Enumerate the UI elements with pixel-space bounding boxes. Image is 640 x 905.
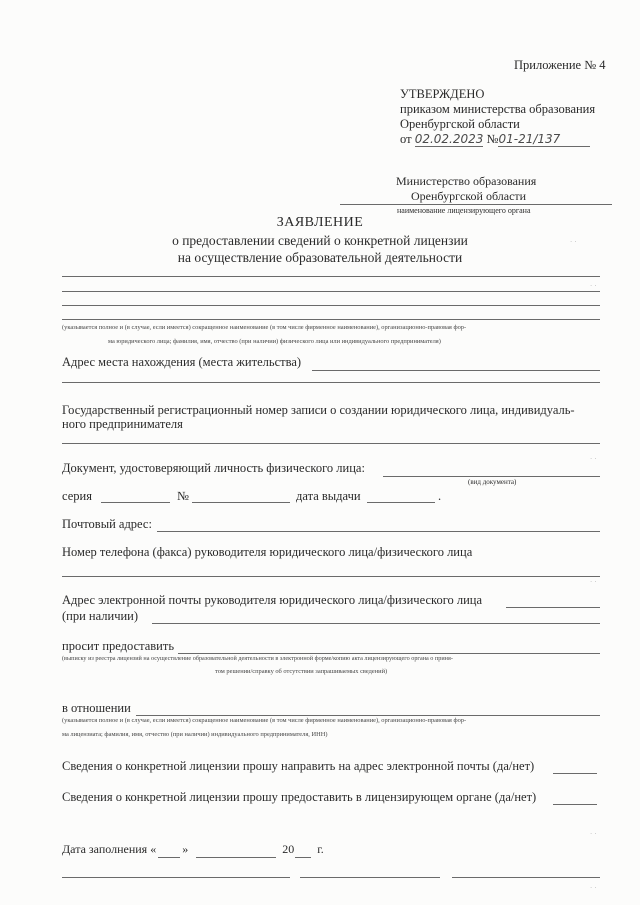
provide-office-answer-line xyxy=(553,804,597,805)
registration-line xyxy=(62,443,600,444)
regarding-line xyxy=(136,715,600,716)
applicant-line-4 xyxy=(62,319,600,320)
scan-mark: · · xyxy=(590,578,597,586)
authority-underline xyxy=(340,204,612,205)
id-document-line xyxy=(383,476,600,477)
applicant-line-3 xyxy=(62,305,600,306)
regarding-note-1: (указывается полное и (в случае, если имеется) сокращенное наименование (в том числе фирменное наименование), организационно-правовая фор- xyxy=(62,717,467,724)
document-page: Приложение № 4 УТВЕРЖДЕНО приказом министерства образования Оренбургской области от 02.02.2023 №01-21/137 Министерство образования Оренбургской области наименование лицензирующего органа ЗАЯВЛЕНИЕ о предоставлении сведений о конкретной лицензии на осуществление образовательной деятельности (указывается полное и (в случае, если имеется) сокращенное наименование (в том числе фирменное наименование), организационно-правовая фор- ма юридического лица; фамилия, имя, отчество (при наличии) физического лица или индивидуального предпринимателя) Адрес места нахождения (места жительства) Государственный регистрационный номер записи о создании юридического лица, индивидуаль- ного предпринимателя Документ, удостоверяющий личность физического лица: (вид документа) серия № дата выдачи . Почтовый адрес: Номер телефона (факса) руководителя юридического лица/физического лица Адрес электронной почты руководителя юридического лица/физического лица (при наличии) просит предоставить (выписку из реестра лицензий на осуществление образовательной деятельности в электронной форме/копию акта лицензирующего органа о приня- том решении/справку об отсутствии запрашиваемых сведений) в отношении (указывается полное и (в случае, если имеется) сокращенное наименование (в том числе фирменное наименование), организационно-правовая фор- ма лицензиата; фамилия, имя, отчество (при наличии) индивидуального предпринимателя, ИНН) Сведения о конкретной лицензии прошу направить на адрес электронной почты (да/нет) Сведения о конкретной лицензии прошу предоставить в лицензирующем органе (да/нет) Дата заполнения « » 20 г. · · · · · · · · · · · · xyxy=(0,0,640,905)
signature-line-signature xyxy=(300,877,440,878)
send-email-answer-line xyxy=(553,773,597,774)
appendix-label: Приложение № 4 xyxy=(514,58,606,72)
signature-line-position xyxy=(62,877,290,878)
doc-kind-caption: (вид документа) xyxy=(468,478,517,486)
fill-year-line xyxy=(295,842,311,858)
order-number-handwritten: 01-21/137 xyxy=(498,132,590,147)
fill-date-label xyxy=(62,842,324,858)
email-label: Адрес электронной почты руководителя юридического лица/физического лица xyxy=(62,593,483,607)
order-line-2: Оренбургской области xyxy=(400,117,520,131)
applicant-note-1: (указывается полное и (в случае, если имеется) сокращенное наименование (в том числе фирменное наименование), организационно-правовая фор- xyxy=(62,324,467,331)
applicant-line-2 xyxy=(62,291,600,292)
fill-date-close: » xyxy=(182,842,189,856)
address-label: Адрес места нахождения (места жительства) xyxy=(62,355,302,369)
order-number-prefix: № xyxy=(486,132,499,146)
doc-number-line xyxy=(192,502,290,503)
approved-label: УТВЕРЖДЕНО xyxy=(400,87,485,101)
postal-line xyxy=(157,531,600,532)
scan-mark: · · xyxy=(590,282,597,290)
regarding-label: в отношении xyxy=(62,701,131,715)
applicant-line-1 xyxy=(62,276,600,277)
fill-day-line xyxy=(158,842,180,858)
signature-line-name xyxy=(452,877,600,878)
request-note-2: том решении/справку об отсутствии запрашиваемых сведений) xyxy=(215,668,388,675)
scan-mark: · · xyxy=(590,884,597,892)
order-line-1: приказом министерства образования xyxy=(400,102,596,116)
authority-caption: наименование лицензирующего органа xyxy=(397,206,531,215)
email-label-cont: (при наличии) xyxy=(62,609,139,623)
fill-date-prefix: Дата заполнения « xyxy=(62,842,157,856)
authority-line-2: Оренбургской области xyxy=(411,189,527,203)
title-subline-1: о предоставлении сведений о конкретной лицензии xyxy=(172,233,468,248)
provide-office-label: Сведения о конкретной лицензии прошу предоставить в лицензирующем органе (да/нет) xyxy=(62,790,537,804)
fill-month-line xyxy=(196,842,276,858)
scan-mark: · · xyxy=(570,238,577,246)
year-suffix: г. xyxy=(317,842,324,856)
order-from-prefix: от xyxy=(400,132,412,146)
scan-mark: · · xyxy=(590,455,597,463)
order-date-handwritten: 02.02.2023 xyxy=(414,132,484,146)
send-email-label: Сведения о конкретной лицензии прошу направить на адрес электронной почты (да/нет) xyxy=(62,759,535,773)
id-document-label: Документ, удостоверяющий личность физического лица: xyxy=(62,461,365,475)
phone-line xyxy=(62,576,600,577)
series-line xyxy=(101,502,170,503)
year-prefix: 20 xyxy=(282,842,295,856)
page-title: ЗАЯВЛЕНИЕ xyxy=(276,215,364,230)
authority-line-1: Министерство образования xyxy=(396,174,537,188)
address-line-1 xyxy=(312,370,600,371)
scan-mark: · · xyxy=(590,830,597,838)
email-line-1 xyxy=(506,607,600,608)
request-line xyxy=(178,653,600,654)
request-note-1: (выписку из реестра лицензий на осуществление образовательной деятельности в электронной форме/копию акта лицензирующего органа о приня- xyxy=(62,655,453,662)
series-label: серия xyxy=(62,489,92,503)
address-line-2 xyxy=(62,382,600,383)
regarding-note-2: ма лицензиата; фамилия, имя, отчество (при наличии) индивидуального предпринимателя, ИНН) xyxy=(62,731,328,738)
issue-date-label: дата выдачи xyxy=(296,489,361,503)
phone-label: Номер телефона (факса) руководителя юридического лица/физического лица xyxy=(62,545,473,559)
doc-number-label: № xyxy=(177,489,189,503)
issue-date-line xyxy=(367,502,435,503)
registration-label: Государственный регистрационный номер записи о создании юридического лица, индивидуаль- xyxy=(62,403,575,417)
applicant-note-2: ма юридического лица; фамилия, имя, отчество (при наличии) физического лица или индивидуального предпринимателя) xyxy=(108,338,441,345)
email-line-2 xyxy=(152,623,600,624)
request-label: просит предоставить xyxy=(62,639,175,653)
title-subline-2: на осуществление образовательной деятельности xyxy=(177,250,463,265)
registration-label-cont: ного предпринимателя xyxy=(62,417,183,431)
postal-label: Почтовый адрес: xyxy=(62,517,152,531)
order-ref xyxy=(400,132,590,147)
